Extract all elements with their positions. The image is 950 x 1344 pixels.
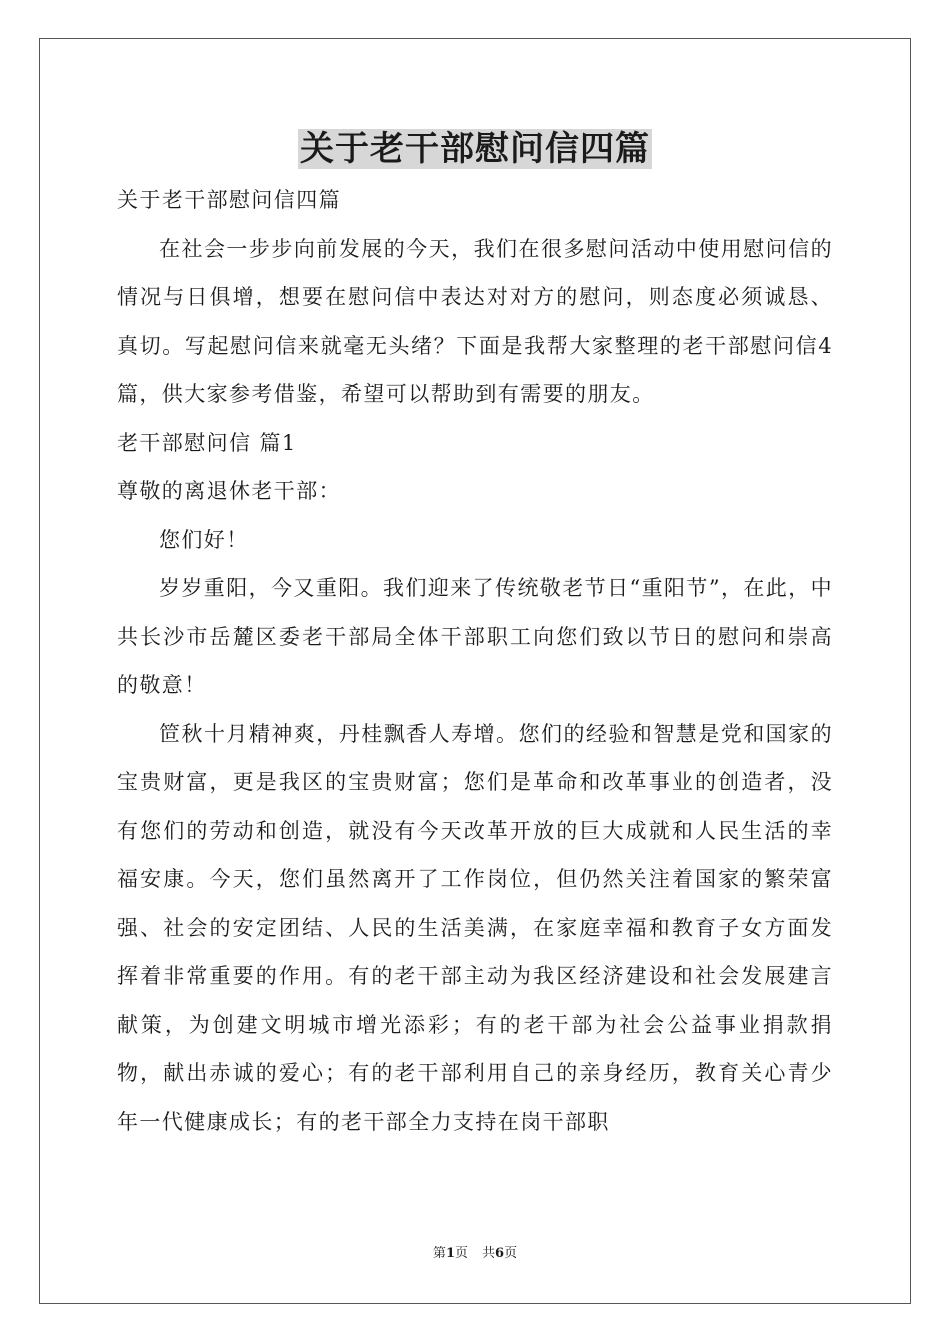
section-heading: 老干部慰问信 篇1 bbox=[117, 430, 297, 455]
document-title bbox=[0, 124, 950, 174]
paragraph-subtitle: 关于老干部慰问信四篇 bbox=[117, 188, 341, 212]
page-prefix: 第 bbox=[432, 1246, 446, 1261]
total-suffix: 页 bbox=[504, 1246, 518, 1261]
greeting: 您们好！ bbox=[159, 527, 249, 552]
paragraph-intro: 在社会一步步向前发展的今天，我们在很多慰问活动中使用慰问信的情况与日俱增，想要在慰问信中表达对对方的慰问，则态度必须诚恳、真切。写起慰问信来就毫无头绪？下面是我帮大家整理的老干部慰问信4篇，供大家参考借鉴，希望可以帮助到有需要的朋友。 bbox=[117, 236, 833, 406]
total-prefix: 共 bbox=[482, 1246, 496, 1261]
page-number: 1 bbox=[445, 1246, 455, 1261]
page-footer bbox=[0, 1244, 950, 1264]
document-title-text: 关于老干部慰问信四篇 bbox=[300, 129, 650, 169]
page-suffix: 页 bbox=[454, 1246, 468, 1261]
paragraph-body-2: 笸秋十月精神爽，丹桂飘香人寿增。您们的经验和智慧是党和国家的宝贵财富，更是我区的宝贵财富；您们是革命和改革事业的创造者，没有您们的劳动和创造，就没有今天改革开放的巨大成就和人民生活的幸福安康。今天，您们虽然离开了工作岗位，但仍然关注着国家的繁荣富强、社会的安定团结、人民的生活美满，在家庭幸福和教育子女方面发挥着非常重要的作用。有的老干部主动为我区经济建设和社会发展建言献策，为创建文明城市增光添彩；有的老干部为社会公益事业捐款捐物，献出赤诚的爱心；有的老干部利用自己的亲身经历，教育关心青少年一代健康成长；有的老干部全力支持在岗干部职 bbox=[117, 721, 833, 1134]
document-body bbox=[117, 176, 833, 1146]
paragraph-body-1: 岁岁重阳，今又重阳。我们迎来了传统敬老节日“重阳节”，在此，中共长沙市岳麓区委老干部局全体干部职工向您们致以节日的慰问和崇高的敬意！ bbox=[117, 576, 833, 697]
salutation: 尊敬的离退休老干部： bbox=[117, 479, 341, 503]
page-total: 6 bbox=[495, 1246, 505, 1261]
